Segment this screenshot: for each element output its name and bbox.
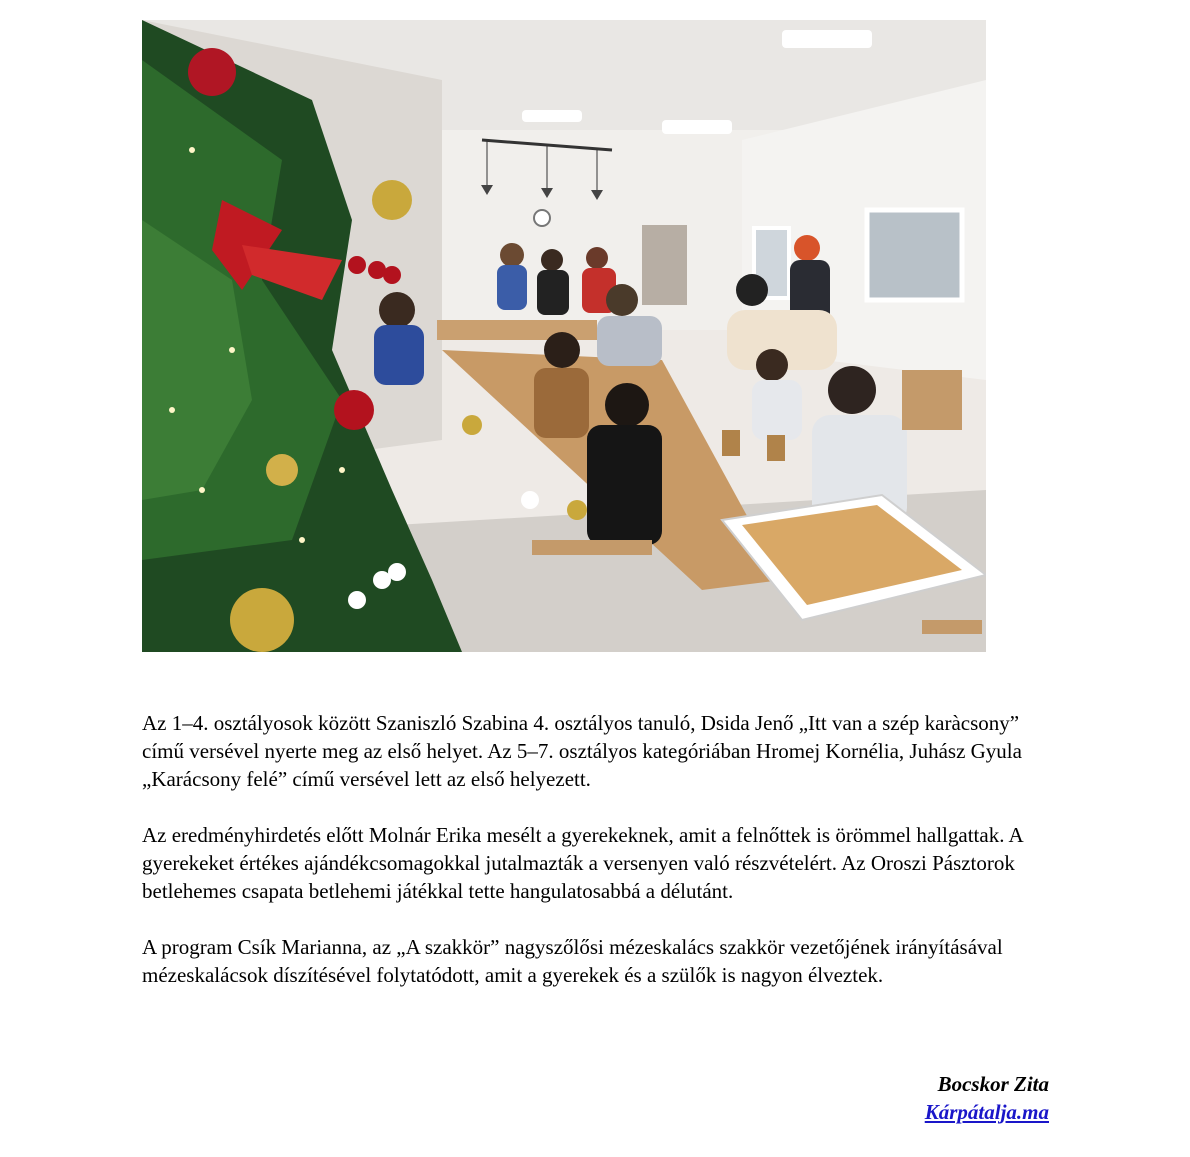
article-body: [142, 709, 1047, 1017]
article-photo: [142, 20, 986, 652]
byline: [925, 1070, 1049, 1126]
author-name: Bocskor Zita: [937, 1072, 1049, 1096]
paragraph-gingerbread: A program Csík Marianna, az „A szakkör” nagyszőlősi mézeskalács szakkör vezetőjének irányításával mézeskalácsok díszítésével folytatódott, amit a gyerekek és a szülők is nagyon élveztek.: [142, 935, 1003, 987]
paragraph-ceremony: Az eredményhirdetés előtt Molnár Erika mesélt a gyerekeknek, amit a felnőttek is örömmel hallgattak. A gyerekeket értékes ajándékcsomagokkal jutalmazták a versenyen való részvételért. Az Oroszi Pásztorok betlehemes csapata betlehemi játékkal tette hangulatosabbá a délutánt.: [142, 823, 1023, 903]
source-link[interactable]: Kárpátalja.ma: [924, 1100, 1049, 1124]
paragraph-results: Az 1–4. osztályosok között Szaniszló Szabina 4. osztályos tanuló, Dsida Jenő „Itt van a szép karàcsony” című versével nyerte meg az első helyet. Az 5–7. osztályos kategóriában Hromej Kornélia, Juhász Gyula „Karácsony felé” című versével lett az első helyezett.: [142, 711, 1022, 791]
